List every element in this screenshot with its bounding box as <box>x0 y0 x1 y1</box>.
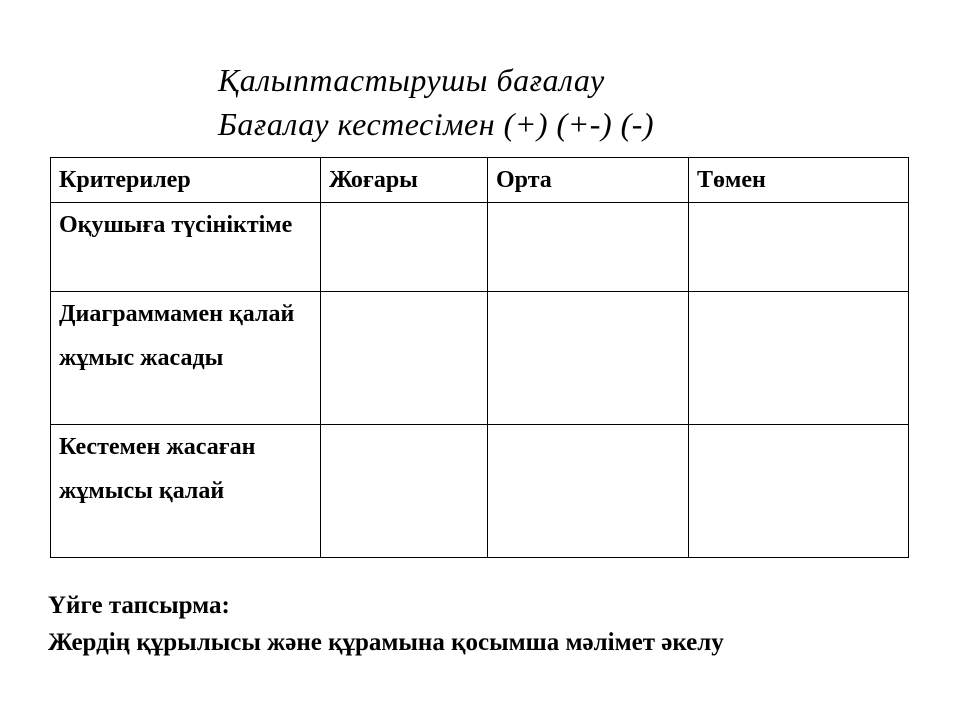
header-high: Жоғары <box>321 158 488 203</box>
grade-cell-medium[interactable] <box>488 203 689 292</box>
criterion-cell: Кестемен жасаған жұмысы қалай <box>51 425 321 558</box>
table-row <box>51 292 909 425</box>
grade-cell-high[interactable] <box>321 203 488 292</box>
homework-text: Жердің құрылысы және құрамына қосымша мәлімет әкелу <box>48 629 724 656</box>
header-criteria: Критерилер <box>51 158 321 203</box>
title-line-2: Бағалау кестесімен (+) (+-) (-) <box>218 106 655 142</box>
table-row <box>51 203 909 292</box>
assessment-table <box>50 157 909 558</box>
grade-cell-low[interactable] <box>689 203 909 292</box>
table-row <box>51 425 909 558</box>
title-line-1: Қалыптастырушы бағалау <box>218 62 605 98</box>
grade-cell-high[interactable] <box>321 425 488 558</box>
grade-cell-medium[interactable] <box>488 292 689 425</box>
page-title <box>218 58 654 146</box>
grade-cell-low[interactable] <box>689 425 909 558</box>
homework-label: Үйге тапсырма: <box>48 592 230 619</box>
header-medium: Орта <box>488 158 689 203</box>
homework-section <box>48 587 724 661</box>
grade-cell-high[interactable] <box>321 292 488 425</box>
criterion-cell: Оқушыға түсініктіме <box>51 203 321 292</box>
table-header-row <box>51 158 909 203</box>
grade-cell-low[interactable] <box>689 292 909 425</box>
header-low: Төмен <box>689 158 909 203</box>
criterion-cell: Диаграммамен қалай жұмыс жасады <box>51 292 321 425</box>
grade-cell-medium[interactable] <box>488 425 689 558</box>
